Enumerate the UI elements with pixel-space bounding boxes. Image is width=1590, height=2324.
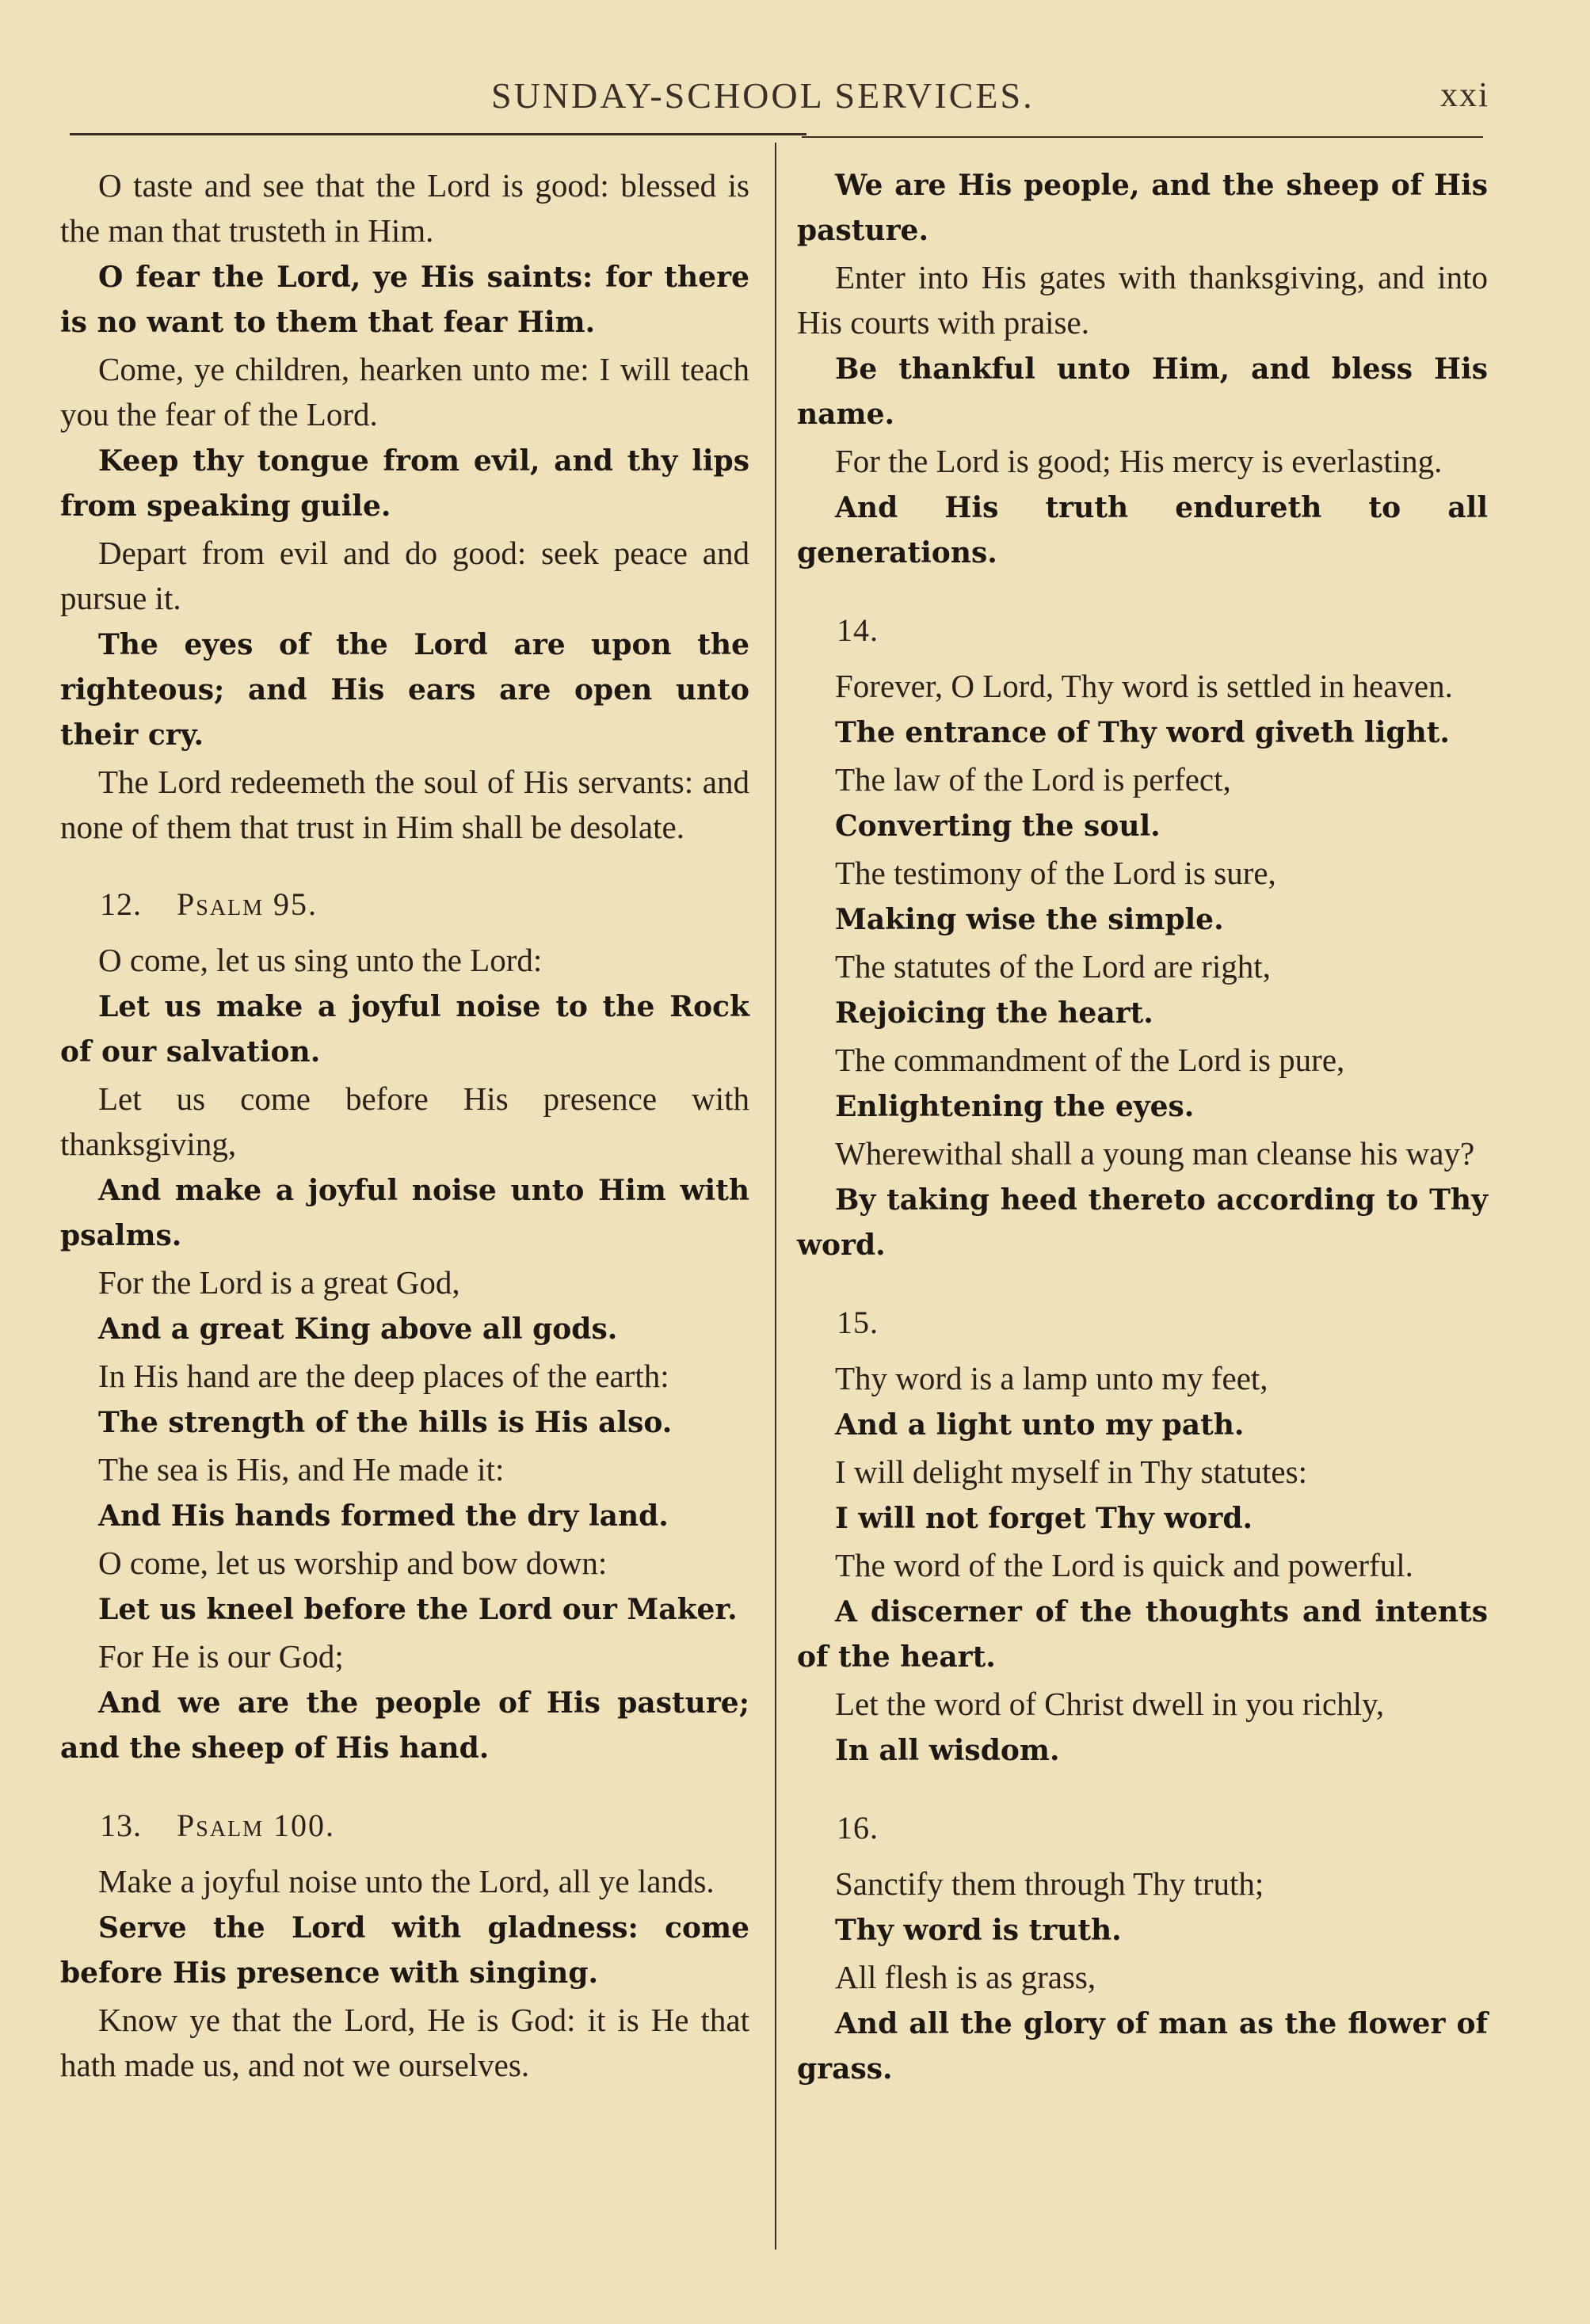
response-verse: Making wise the simple. bbox=[835, 903, 1224, 936]
page-number: xxi bbox=[1440, 75, 1490, 114]
verse: Sanctify them through Thy truth; bbox=[835, 1865, 1264, 1902]
section-14-verses bbox=[797, 664, 1488, 1268]
psalm-title: Psalm 100. bbox=[177, 1808, 336, 1843]
response-verse: Thy word is truth. bbox=[835, 1914, 1122, 1947]
section-12-verses bbox=[60, 938, 749, 1771]
response-verse: A discerner of the thoughts and intents of the heart. bbox=[797, 1595, 1488, 1674]
verse: Know ye that the Lord, He is God: it is He that hath made us, and not we ourselves. bbox=[60, 2002, 749, 2083]
response-verse: O fear the Lord, ye His saints: for there is no want to them that fear Him. bbox=[60, 261, 749, 339]
psalm-title: Psalm 95. bbox=[177, 886, 318, 922]
verse: Forever, O Lord, Thy word is settled in heaven. bbox=[835, 668, 1453, 704]
verse: Depart from evil and do good: seek peace and pursue it. bbox=[60, 535, 749, 616]
verse: In His hand are the deep places of the earth: bbox=[98, 1358, 669, 1394]
response-verse: Let us kneel before the Lord our Maker. bbox=[98, 1593, 738, 1626]
section-number: 16. bbox=[837, 1810, 879, 1846]
response-verse: And His truth endureth to all generations. bbox=[797, 491, 1488, 570]
response-verse: And make a joyful noise unto Him with psalms. bbox=[60, 1174, 749, 1252]
verse: All flesh is as grass, bbox=[835, 1959, 1096, 1995]
verse: For He is our God; bbox=[98, 1638, 344, 1674]
section-heading-15 bbox=[797, 1300, 1488, 1345]
verse: Wherewithal shall a young man cleanse his way? bbox=[835, 1135, 1475, 1172]
response-verse: And His hands formed the dry land. bbox=[98, 1499, 669, 1533]
verse: The law of the Lord is perfect, bbox=[835, 761, 1231, 798]
column-divider bbox=[775, 143, 776, 2250]
response-verse: And we are the people of His pasture; and the sheep of His hand. bbox=[60, 1686, 749, 1765]
verse: Enter into His gates with thanksgiving, and into His courts with praise. bbox=[797, 259, 1488, 341]
section-15-verses bbox=[797, 1356, 1488, 1773]
response-verse: Be thankful unto Him, and bless His name. bbox=[797, 352, 1488, 431]
section-number: 12. bbox=[100, 886, 142, 922]
verse: Let the word of Christ dwell in you richly, bbox=[835, 1686, 1385, 1722]
verse: The word of the Lord is quick and powerful. bbox=[835, 1547, 1413, 1583]
header-rule-right bbox=[802, 136, 1483, 138]
section-number: 14. bbox=[837, 612, 879, 648]
verse: O taste and see that the Lord is good: blessed is the man that trusteth in Him. bbox=[60, 167, 749, 249]
section-heading-16 bbox=[797, 1805, 1488, 1850]
response-verse: Rejoicing the heart. bbox=[835, 996, 1153, 1030]
section-number: 13. bbox=[100, 1808, 142, 1843]
section-heading-12 bbox=[60, 882, 749, 927]
response-verse: Enlightening the eyes. bbox=[835, 1090, 1195, 1123]
verse: The Lord redeemeth the soul of His servants: and none of them that trust in Him shall be desolate. bbox=[60, 764, 749, 845]
verse: The testimony of the Lord is sure, bbox=[835, 855, 1276, 891]
section-16-verses bbox=[797, 1861, 1488, 2092]
response-verse: Converting the soul. bbox=[835, 810, 1161, 843]
response-verse: In all wisdom. bbox=[835, 1734, 1060, 1767]
opening-verses bbox=[60, 163, 749, 850]
verse: Let us come before His presence with thanksgiving, bbox=[60, 1080, 749, 1162]
left-column bbox=[60, 163, 749, 2090]
running-title: SUNDAY-SCHOOL SERVICES. bbox=[491, 75, 1035, 116]
response-verse: Keep thy tongue from evil, and thy lips from speaking guile. bbox=[60, 444, 749, 523]
section-13-verses bbox=[60, 1859, 749, 2088]
response-verse: We are His people, and the sheep of His pasture. bbox=[797, 169, 1488, 247]
section-number: 15. bbox=[837, 1305, 879, 1340]
response-verse: And a light unto my path. bbox=[835, 1408, 1245, 1442]
response-verse: By taking heed thereto according to Thy word. bbox=[797, 1183, 1488, 1262]
response-verse: I will not forget Thy word. bbox=[835, 1502, 1253, 1535]
section-heading-13 bbox=[60, 1803, 749, 1848]
header-rule-left bbox=[70, 133, 806, 135]
verse: Come, ye children, hearken unto me: I will teach you the fear of the Lord. bbox=[60, 351, 749, 432]
verse: For the Lord is good; His mercy is everlasting. bbox=[835, 443, 1443, 479]
right-column bbox=[797, 163, 1488, 2094]
verse: The sea is His, and He made it: bbox=[98, 1451, 505, 1488]
response-verse: And all the glory of man as the flower of grass. bbox=[797, 2007, 1488, 2086]
response-verse: Serve the Lord with gladness: come before His presence with singing. bbox=[60, 1911, 749, 1990]
verse: O come, let us worship and bow down: bbox=[98, 1545, 608, 1581]
verse: For the Lord is a great God, bbox=[98, 1264, 460, 1301]
verse: Make a joyful noise unto the Lord, all ye lands. bbox=[98, 1863, 715, 1899]
verse: O come, let us sing unto the Lord: bbox=[98, 942, 543, 978]
response-verse: The eyes of the Lord are upon the righteous; and His ears are open unto their cry. bbox=[60, 628, 749, 752]
verse: The commandment of the Lord is pure, bbox=[835, 1042, 1345, 1078]
section-heading-14 bbox=[797, 608, 1488, 653]
page-header bbox=[0, 70, 1590, 125]
response-verse: And a great King above all gods. bbox=[98, 1312, 618, 1346]
verse: The statutes of the Lord are right, bbox=[835, 948, 1271, 985]
continued-verses bbox=[797, 163, 1488, 576]
verse: I will delight myself in Thy statutes: bbox=[835, 1453, 1307, 1490]
response-verse: The entrance of Thy word giveth light. bbox=[835, 716, 1450, 749]
response-verse: The strength of the hills is His also. bbox=[98, 1406, 673, 1439]
verse: Thy word is a lamp unto my feet, bbox=[835, 1360, 1268, 1396]
response-verse: Let us make a joyful noise to the Rock of our salvation. bbox=[60, 990, 749, 1069]
